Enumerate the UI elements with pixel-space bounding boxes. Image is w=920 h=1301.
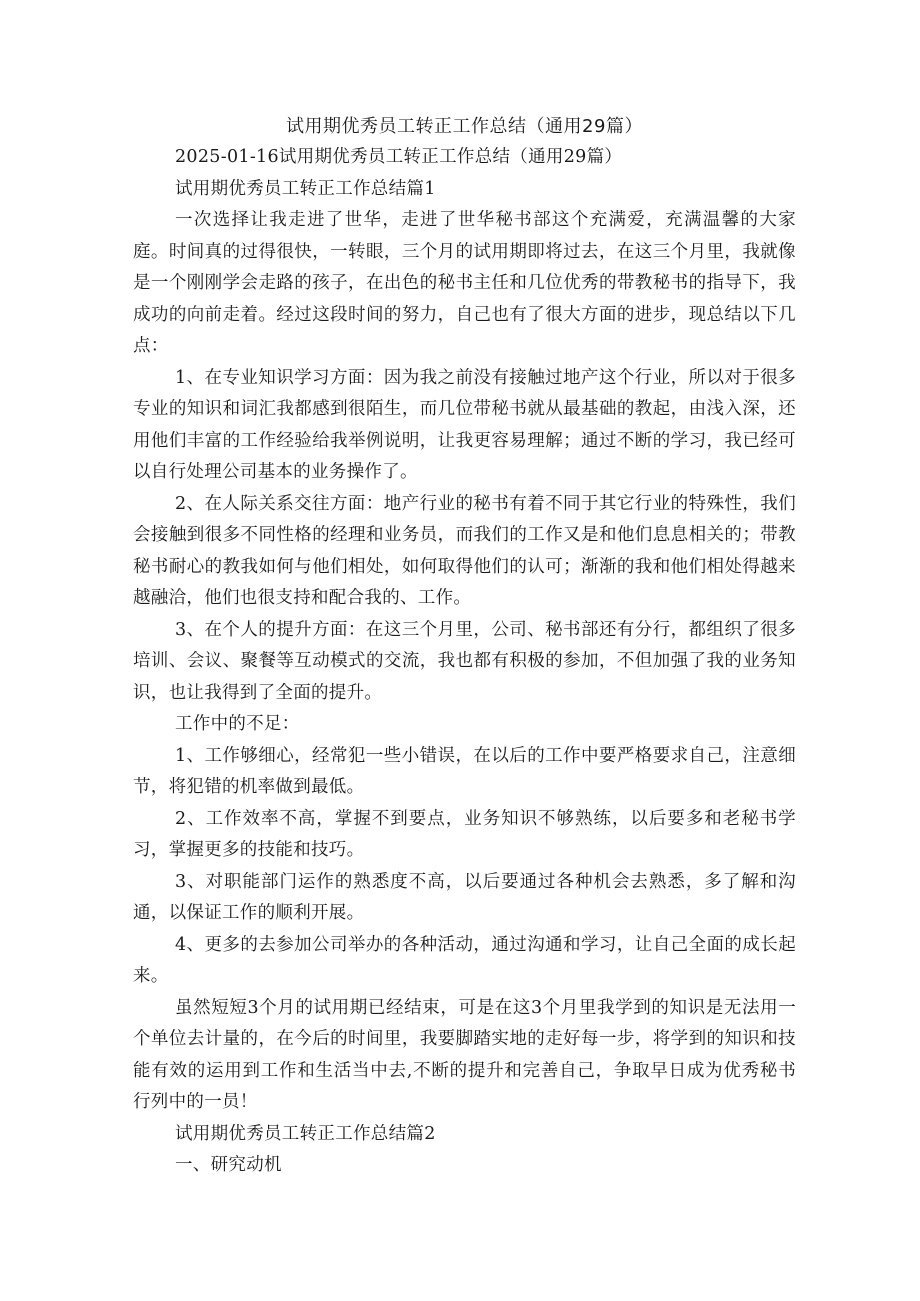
paragraph: 1、工作够细心，经常犯一些小错误，在以后的工作中要严格要求自己，注意细节，将犯错的机率做到最低。: [133, 745, 796, 797]
paragraph: 3、对职能部门运作的熟悉度不高，以后要通过各种机会去熟悉，多了解和沟通，以保证工作的顺利开展。: [133, 871, 796, 923]
paragraph: 4、更多的去参加公司举办的各种活动，通过沟通和学习，让自己全面的成长起来。: [133, 934, 796, 986]
date-line: 2025-01-16试用期优秀员工转正工作总结（通用29篇）: [175, 147, 623, 167]
paragraph: 2、在人际关系交往方面：地产行业的秘书有着不同于其它行业的特殊性，我们会接触到很多不同性格的经理和业务员，而我们的工作又是和他们息息相关的；带教秘书耐心的教我如何与他们相处，如何取得他们的认可；渐渐的我和他们相处得越来越融洽，他们也很支持和配合我的、工作。: [133, 493, 796, 608]
document-page: [133, 112, 796, 1182]
paragraph: 一次选择让我走进了世华，走进了世华秘书部这个充满爱，充满温馨的大家庭。时间真的过得很快，一转眼，三个月的试用期即将过去，在这三个月里，我就像是一个刚刚学会走路的孩子，在出色的秘书主任和几位优秀的带教秘书的指导下，我成功的向前走着。经过这段时间的努力，自己也有了很大方面的进步，现总结以下几点：: [133, 210, 796, 356]
paragraph: 2、工作效率不高，掌握不到要点，业务知识不够熟练，以后要多和老秘书学习，掌握更多的技能和技巧。: [133, 808, 796, 860]
paragraph: 1、在专业知识学习方面：因为我之前没有接触过地产这个行业，所以对于很多专业的知识和词汇我都感到很陌生，而几位带秘书就从最基础的教起，由浅入深，还用他们丰富的工作经验给我举例说明，让我更容易理解；通过不断的学习，我已经可以自行处理公司基本的业务操作了。: [133, 367, 796, 482]
paragraph: 工作中的不足：: [175, 714, 300, 734]
section-heading: 试用期优秀员工转正工作总结篇2: [175, 1123, 436, 1144]
paragraph: 3、在个人的提升方面：在这三个月里，公司、秘书部还有分行，都组织了很多培训、会议、聚餐等互动模式的交流，我也都有积极的参加，不但加强了我的业务知识，也让我得到了全面的提升。: [133, 619, 796, 703]
document-title: 试用期优秀员工转正工作总结（通用29篇）: [286, 116, 643, 137]
section-heading: 试用期优秀员工转正工作总结篇1: [175, 178, 436, 199]
paragraph: 虽然短短3个月的试用期已经结束，可是在这3个月里我学到的知识是无法用一个单位去计量的，在今后的时间里，我要脚踏实地的走好每一步，将学到的知识和技能有效的运用到工作和生活当中去,不断的提升和完善自己，争取早日成为优秀秘书行列中的一员！: [133, 997, 796, 1112]
subsection-heading: 一、研究动机: [175, 1155, 282, 1175]
